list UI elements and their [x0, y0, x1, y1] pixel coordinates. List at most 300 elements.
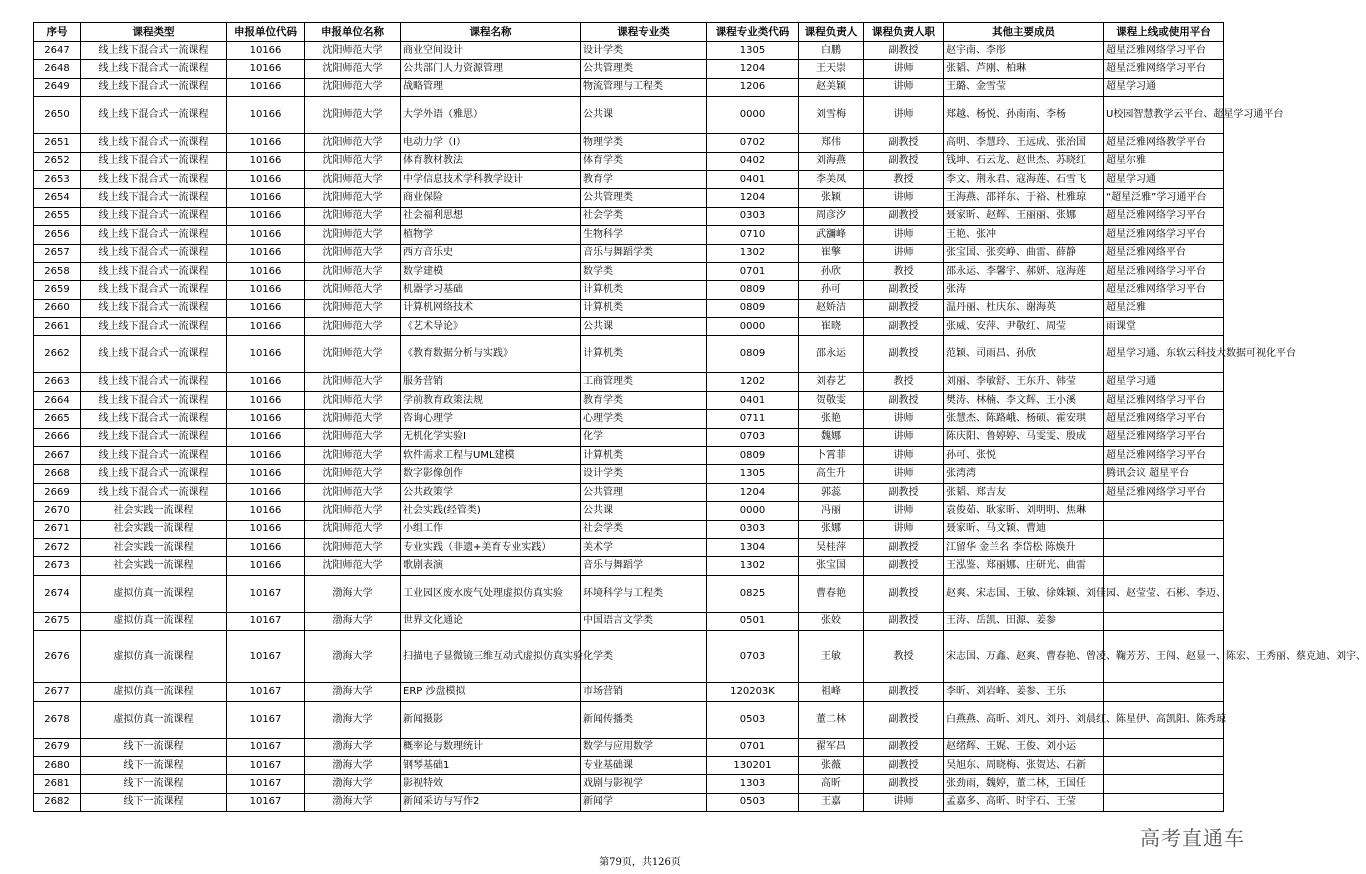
- cell-mcode: 0402: [707, 152, 799, 170]
- cell-no: 2663: [34, 373, 81, 391]
- cell-lead: 郭蕊: [799, 483, 864, 501]
- cell-platform: 超星泛雅网络学习平台: [1104, 483, 1224, 501]
- cell-lead: 邵永运: [799, 336, 864, 373]
- table-row: [34, 793, 1224, 811]
- cell-name: 专业实践（非遗+美育专业实践）: [401, 538, 581, 556]
- cell-code: 10166: [227, 318, 305, 336]
- table-row: [34, 631, 1224, 683]
- cell-members: 高明、李慧玲、王远成、张治国: [944, 134, 1104, 152]
- cell-title: 教授: [864, 631, 944, 683]
- cell-unit: 渤海大学: [305, 575, 401, 612]
- cell-lead: 张娜: [799, 520, 864, 538]
- cell-no: 2659: [34, 281, 81, 299]
- cell-mcode: 1204: [707, 483, 799, 501]
- cell-platform: [1104, 612, 1224, 630]
- cell-unit: 沈阳师范大学: [305, 262, 401, 280]
- cell-no: 2667: [34, 447, 81, 465]
- cell-platform: [1104, 683, 1224, 701]
- cell-title: 副教授: [864, 701, 944, 738]
- cell-title: 讲师: [864, 465, 944, 483]
- cell-code: 10166: [227, 538, 305, 556]
- cell-lead: 张宝国: [799, 557, 864, 575]
- cell-name: 软件需求工程与UML建模: [401, 447, 581, 465]
- cell-major: 中国语言文学类: [581, 612, 707, 630]
- cell-major: 体育学类: [581, 152, 707, 170]
- cell-mcode: 0303: [707, 207, 799, 225]
- cell-title: 副教授: [864, 738, 944, 756]
- cell-type: 线上线下混合式一流课程: [81, 170, 227, 188]
- cell-mcode: 0401: [707, 170, 799, 188]
- cell-members: 张慧杰、陈路峨、杨硕、霍安琪: [944, 410, 1104, 428]
- cell-lead: 武瀰峰: [799, 226, 864, 244]
- cell-mcode: 1302: [707, 244, 799, 262]
- cell-members: 王海燕、邵祥东、于裕、杜雅琼: [944, 189, 1104, 207]
- cell-code: 10166: [227, 281, 305, 299]
- cell-unit: 沈阳师范大学: [305, 226, 401, 244]
- cell-code: 10167: [227, 683, 305, 701]
- cell-unit: 渤海大学: [305, 775, 401, 793]
- cell-type: 线下一流课程: [81, 775, 227, 793]
- cell-mcode: 0000: [707, 318, 799, 336]
- cell-lead: 孙欣: [799, 262, 864, 280]
- cell-members: 张宝国、张奕峥、曲雷、薛静: [944, 244, 1104, 262]
- table-row: [34, 683, 1224, 701]
- table-row: [34, 78, 1224, 96]
- table-row: [34, 97, 1224, 134]
- cell-platform: 超星泛雅网络学习平台: [1104, 226, 1224, 244]
- cell-major: 计算机类: [581, 281, 707, 299]
- cell-mcode: 0703: [707, 631, 799, 683]
- cell-major: 设计学类: [581, 465, 707, 483]
- cell-platform: [1104, 557, 1224, 575]
- cell-name: 《艺术导论》: [401, 318, 581, 336]
- cell-type: 虚拟仿真一流课程: [81, 701, 227, 738]
- cell-name: 数学建模: [401, 262, 581, 280]
- cell-type: 线上线下混合式一流课程: [81, 226, 227, 244]
- cell-code: 10166: [227, 447, 305, 465]
- cell-no: 2665: [34, 410, 81, 428]
- cell-major: 生物科学: [581, 226, 707, 244]
- cell-title: 副教授: [864, 612, 944, 630]
- cell-name: 概率论与数理统计: [401, 738, 581, 756]
- cell-type: 线上线下混合式一流课程: [81, 336, 227, 373]
- cell-mcode: 0000: [707, 502, 799, 520]
- cell-code: 10166: [227, 373, 305, 391]
- cell-mcode: 0503: [707, 701, 799, 738]
- cell-mcode: 1305: [707, 42, 799, 60]
- cell-no: 2648: [34, 60, 81, 78]
- cell-type: 线上线下混合式一流课程: [81, 373, 227, 391]
- cell-members: 王涛、岳凯、田源、姜参: [944, 612, 1104, 630]
- cell-code: 10166: [227, 134, 305, 152]
- cell-name: 影视特效: [401, 775, 581, 793]
- cell-major: 市场营销: [581, 683, 707, 701]
- cell-no: 2674: [34, 575, 81, 612]
- cell-unit: 沈阳师范大学: [305, 465, 401, 483]
- cell-members: 樊涛、林楠、李文辉、王小溪: [944, 391, 1104, 409]
- cell-major: 公共管理: [581, 483, 707, 501]
- cell-members: 郑越、杨悦、孙南南、李杨: [944, 97, 1104, 134]
- cell-lead: 白鹏: [799, 42, 864, 60]
- cell-code: 10166: [227, 465, 305, 483]
- cell-name: 小组工作: [401, 520, 581, 538]
- cell-major: 音乐与舞蹈学类: [581, 244, 707, 262]
- cell-title: 讲师: [864, 502, 944, 520]
- table-row: [34, 738, 1224, 756]
- table-row: [34, 756, 1224, 774]
- cell-lead: 崔晓: [799, 318, 864, 336]
- cell-no: 2654: [34, 189, 81, 207]
- cell-no: 2678: [34, 701, 81, 738]
- cell-members: 刘丽、李敏舒、王东升、韩莹: [944, 373, 1104, 391]
- table-row: [34, 447, 1224, 465]
- cell-lead: 刘海燕: [799, 152, 864, 170]
- cell-type: 社会实践一流课程: [81, 538, 227, 556]
- cell-type: 线上线下混合式一流课程: [81, 318, 227, 336]
- cell-type: 线上线下混合式一流课程: [81, 189, 227, 207]
- cell-title: 副教授: [864, 391, 944, 409]
- cell-unit: 沈阳师范大学: [305, 299, 401, 317]
- cell-name: 体育教材教法: [401, 152, 581, 170]
- cell-platform: [1104, 775, 1224, 793]
- cell-type: 社会实践一流课程: [81, 520, 227, 538]
- cell-mcode: 0825: [707, 575, 799, 612]
- cell-lead: 魏娜: [799, 428, 864, 446]
- cell-title: 副教授: [864, 756, 944, 774]
- cell-unit: 沈阳师范大学: [305, 170, 401, 188]
- cell-platform: 超星泛雅网络学习平台: [1104, 410, 1224, 428]
- cell-major: 公共管理类: [581, 189, 707, 207]
- cell-members: 赵爽、宋志国、王敏、徐姝颖、刘佳园、赵莹莹、石彬、李迈、: [944, 575, 1104, 612]
- cell-major: 计算机类: [581, 336, 707, 373]
- table-row: [34, 42, 1224, 60]
- cell-major: 公共管理类: [581, 60, 707, 78]
- cell-type: 线上线下混合式一流课程: [81, 447, 227, 465]
- cell-unit: 沈阳师范大学: [305, 207, 401, 225]
- cell-lead: 卜霄菲: [799, 447, 864, 465]
- cell-lead: 刘雪梅: [799, 97, 864, 134]
- cell-code: 10166: [227, 189, 305, 207]
- table-row: [34, 465, 1224, 483]
- header-major: 课程专业类: [581, 23, 707, 42]
- cell-unit: 沈阳师范大学: [305, 134, 401, 152]
- cell-mcode: 1304: [707, 538, 799, 556]
- cell-name: 学前教育政策法规: [401, 391, 581, 409]
- cell-code: 10166: [227, 483, 305, 501]
- cell-name: 服务营销: [401, 373, 581, 391]
- cell-name: 数字影像创作: [401, 465, 581, 483]
- cell-unit: 沈阳师范大学: [305, 373, 401, 391]
- cell-title: 副教授: [864, 575, 944, 612]
- cell-mcode: 0710: [707, 226, 799, 244]
- cell-platform: [1104, 520, 1224, 538]
- cell-members: 王璐、金雪莹: [944, 78, 1104, 96]
- cell-type: 线上线下混合式一流课程: [81, 391, 227, 409]
- cell-members: 孟嘉多、高昕、时宇石、王莹: [944, 793, 1104, 811]
- cell-code: 10166: [227, 78, 305, 96]
- cell-type: 线上线下混合式一流课程: [81, 281, 227, 299]
- course-table: [33, 22, 1366, 812]
- cell-name: 西方音乐史: [401, 244, 581, 262]
- cell-members: 聂家昕、马文颖、曹迪: [944, 520, 1104, 538]
- cell-no: 2662: [34, 336, 81, 373]
- cell-members: 赵绪辉、王娓、王俊、刘小运: [944, 738, 1104, 756]
- cell-lead: 曹春艳: [799, 575, 864, 612]
- cell-type: 线上线下混合式一流课程: [81, 299, 227, 317]
- cell-no: 2650: [34, 97, 81, 134]
- cell-members: 聂家昕、赵辉、王丽丽、张娜: [944, 207, 1104, 225]
- cell-code: 10166: [227, 428, 305, 446]
- cell-members: 邵永运、李馨宇、郝妍、寇海莲: [944, 262, 1104, 280]
- cell-platform: 超星泛雅网络学习平台: [1104, 207, 1224, 225]
- cell-members: 张涛: [944, 281, 1104, 299]
- table-row: [34, 152, 1224, 170]
- table-row: [34, 428, 1224, 446]
- cell-lead: 高生升: [799, 465, 864, 483]
- cell-code: 10167: [227, 612, 305, 630]
- cell-members: 袁俊茹、耿家昕、刘明明、焦琳: [944, 502, 1104, 520]
- cell-unit: 沈阳师范大学: [305, 447, 401, 465]
- cell-platform: U校园智慧教学云平台、超星学习通平台: [1104, 97, 1224, 134]
- cell-mcode: 1303: [707, 775, 799, 793]
- cell-mcode: 0501: [707, 612, 799, 630]
- cell-platform: 超星泛雅: [1104, 299, 1224, 317]
- cell-no: 2664: [34, 391, 81, 409]
- cell-no: 2657: [34, 244, 81, 262]
- cell-unit: 沈阳师范大学: [305, 97, 401, 134]
- cell-unit: 沈阳师范大学: [305, 60, 401, 78]
- cell-unit: 沈阳师范大学: [305, 428, 401, 446]
- cell-members: 吴旭东、周晓梅、张贺达、石新: [944, 756, 1104, 774]
- cell-title: 教授: [864, 262, 944, 280]
- cell-title: 教授: [864, 373, 944, 391]
- cell-lead: 孙可: [799, 281, 864, 299]
- cell-code: 10166: [227, 244, 305, 262]
- cell-code: 10166: [227, 97, 305, 134]
- cell-title: 副教授: [864, 207, 944, 225]
- cell-title: 副教授: [864, 336, 944, 373]
- cell-name: 战略管理: [401, 78, 581, 96]
- cell-no: 2681: [34, 775, 81, 793]
- cell-no: 2656: [34, 226, 81, 244]
- cell-title: 讲师: [864, 244, 944, 262]
- cell-code: 10166: [227, 299, 305, 317]
- cell-mcode: 1204: [707, 60, 799, 78]
- cell-unit: 沈阳师范大学: [305, 410, 401, 428]
- cell-type: 线上线下混合式一流课程: [81, 152, 227, 170]
- cell-unit: 渤海大学: [305, 631, 401, 683]
- cell-title: 教授: [864, 170, 944, 188]
- cell-platform: [1104, 793, 1224, 811]
- header-code: 申报单位代码: [227, 23, 305, 42]
- cell-major: 公共课: [581, 502, 707, 520]
- cell-mcode: 0809: [707, 336, 799, 373]
- cell-members: 张劲雨，魏婷，董二林，王国任: [944, 775, 1104, 793]
- table-row: [34, 483, 1224, 501]
- table-row: [34, 391, 1224, 409]
- cell-mcode: 0809: [707, 281, 799, 299]
- cell-major: 环境科学与工程类: [581, 575, 707, 612]
- cell-code: 10166: [227, 262, 305, 280]
- header-lead: 课程负责人: [799, 23, 864, 42]
- cell-name: 商业空间设计: [401, 42, 581, 60]
- cell-major: 新闻传播类: [581, 701, 707, 738]
- cell-title: 讲师: [864, 410, 944, 428]
- table-row: [34, 134, 1224, 152]
- cell-name: 工业园区废水废气处理虚拟仿真实验: [401, 575, 581, 612]
- table-row: [34, 226, 1224, 244]
- table-row: [34, 207, 1224, 225]
- header-no: 序号: [34, 23, 81, 42]
- cell-mcode: 0401: [707, 391, 799, 409]
- cell-no: 2651: [34, 134, 81, 152]
- cell-title: 讲师: [864, 189, 944, 207]
- cell-unit: 渤海大学: [305, 701, 401, 738]
- cell-mcode: 0809: [707, 299, 799, 317]
- cell-name: 公共部门人力资源管理: [401, 60, 581, 78]
- cell-lead: 赵美颖: [799, 78, 864, 96]
- cell-mcode: 0701: [707, 738, 799, 756]
- table-row: [34, 170, 1224, 188]
- table-row: [34, 612, 1224, 630]
- cell-unit: 沈阳师范大学: [305, 281, 401, 299]
- cell-unit: 渤海大学: [305, 612, 401, 630]
- table-row: [34, 189, 1224, 207]
- cell-code: 10166: [227, 410, 305, 428]
- cell-title: 讲师: [864, 226, 944, 244]
- cell-unit: 沈阳师范大学: [305, 244, 401, 262]
- cell-major: 设计学类: [581, 42, 707, 60]
- cell-major: 新闻学: [581, 793, 707, 811]
- cell-members: 张威、安萍、尹敬红、周莹: [944, 318, 1104, 336]
- cell-name: ERP 沙盘模拟: [401, 683, 581, 701]
- cell-lead: 冯丽: [799, 502, 864, 520]
- cell-lead: 吴桂萍: [799, 538, 864, 556]
- cell-unit: 沈阳师范大学: [305, 502, 401, 520]
- cell-platform: 超星学习通: [1104, 170, 1224, 188]
- cell-major: 化学: [581, 428, 707, 446]
- header-title: 课程负责人职: [864, 23, 944, 42]
- cell-name: 商业保险: [401, 189, 581, 207]
- cell-title: 讲师: [864, 793, 944, 811]
- cell-platform: 超星泛雅网络学习平台: [1104, 60, 1224, 78]
- cell-code: 10167: [227, 738, 305, 756]
- cell-name: 植物学: [401, 226, 581, 244]
- cell-name: 公共政策学: [401, 483, 581, 501]
- cell-no: 2668: [34, 465, 81, 483]
- cell-no: 2661: [34, 318, 81, 336]
- cell-unit: 沈阳师范大学: [305, 391, 401, 409]
- table-row: [34, 262, 1224, 280]
- cell-type: 线上线下混合式一流课程: [81, 244, 227, 262]
- cell-platform: 超星学习通: [1104, 78, 1224, 96]
- cell-title: 副教授: [864, 318, 944, 336]
- cell-major: 心理学类: [581, 410, 707, 428]
- cell-type: 虚拟仿真一流课程: [81, 683, 227, 701]
- cell-type: 线上线下混合式一流课程: [81, 483, 227, 501]
- cell-platform: [1104, 502, 1224, 520]
- cell-code: 10166: [227, 336, 305, 373]
- cell-mcode: 1204: [707, 189, 799, 207]
- cell-code: 10167: [227, 793, 305, 811]
- cell-mcode: 0503: [707, 793, 799, 811]
- table-row: [34, 557, 1224, 575]
- table-row: [34, 281, 1224, 299]
- cell-major: 教育学: [581, 170, 707, 188]
- cell-type: 线上线下混合式一流课程: [81, 42, 227, 60]
- cell-platform: 超星泛雅网络学习平台: [1104, 391, 1224, 409]
- cell-lead: 高昕: [799, 775, 864, 793]
- cell-unit: 沈阳师范大学: [305, 318, 401, 336]
- cell-title: 副教授: [864, 683, 944, 701]
- cell-major: 音乐与舞蹈学: [581, 557, 707, 575]
- cell-unit: 渤海大学: [305, 683, 401, 701]
- cell-type: 虚拟仿真一流课程: [81, 575, 227, 612]
- cell-title: 副教授: [864, 775, 944, 793]
- table-row: [34, 538, 1224, 556]
- table-header-row: [34, 23, 1224, 42]
- cell-members: 王艳、张冲: [944, 226, 1104, 244]
- table-row: [34, 60, 1224, 78]
- cell-unit: 沈阳师范大学: [305, 189, 401, 207]
- cell-code: 10166: [227, 207, 305, 225]
- cell-unit: 沈阳师范大学: [305, 538, 401, 556]
- cell-no: 2671: [34, 520, 81, 538]
- cell-platform: 超星泛雅网络学习平台: [1104, 428, 1224, 446]
- cell-major: 物理学类: [581, 134, 707, 152]
- cell-unit: 沈阳师范大学: [305, 42, 401, 60]
- cell-no: 2670: [34, 502, 81, 520]
- page-footer: 第79页，共126页: [599, 857, 681, 868]
- table-row: [34, 373, 1224, 391]
- cell-unit: 沈阳师范大学: [305, 557, 401, 575]
- cell-unit: 沈阳师范大学: [305, 78, 401, 96]
- cell-name: 咨询心理学: [401, 410, 581, 428]
- cell-unit: 沈阳师范大学: [305, 336, 401, 373]
- table-row: [34, 336, 1224, 373]
- watermark: 高考直通车: [1140, 826, 1245, 850]
- cell-name: 新闻摄影: [401, 701, 581, 738]
- cell-name: 社会实践(经管类): [401, 502, 581, 520]
- cell-type: 线上线下混合式一流课程: [81, 262, 227, 280]
- cell-no: 2658: [34, 262, 81, 280]
- cell-major: 数学与应用数学: [581, 738, 707, 756]
- cell-title: 副教授: [864, 281, 944, 299]
- cell-lead: 刘春艺: [799, 373, 864, 391]
- cell-mcode: 0702: [707, 134, 799, 152]
- cell-major: 专业基础课: [581, 756, 707, 774]
- cell-name: 世界文化通论: [401, 612, 581, 630]
- cell-title: 副教授: [864, 152, 944, 170]
- cell-type: 线上线下混合式一流课程: [81, 60, 227, 78]
- cell-members: 范颖、司雨昌、孙欣: [944, 336, 1104, 373]
- cell-title: 讲师: [864, 60, 944, 78]
- cell-code: 10167: [227, 756, 305, 774]
- cell-name: 钢琴基础1: [401, 756, 581, 774]
- cell-lead: 董二林: [799, 701, 864, 738]
- cell-type: 线上线下混合式一流课程: [81, 78, 227, 96]
- cell-members: 李文、荆永君、寇海莲、石雪飞: [944, 170, 1104, 188]
- table-row: [34, 318, 1224, 336]
- cell-title: 讲师: [864, 97, 944, 134]
- cell-no: 2649: [34, 78, 81, 96]
- cell-title: 讲师: [864, 447, 944, 465]
- cell-major: 社会学类: [581, 207, 707, 225]
- table-row: [34, 520, 1224, 538]
- cell-no: 2660: [34, 299, 81, 317]
- table-row: [34, 775, 1224, 793]
- cell-unit: 渤海大学: [305, 756, 401, 774]
